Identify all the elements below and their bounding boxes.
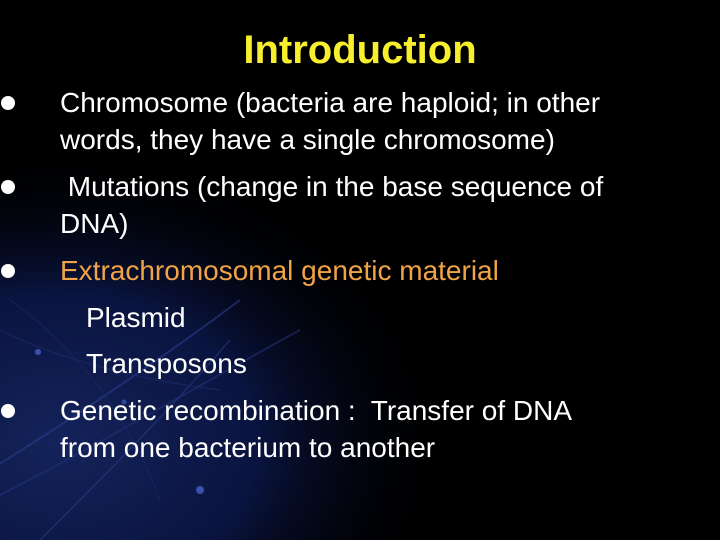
bullet-2-line-2: DNA) bbox=[60, 208, 129, 239]
bullet-1-line-2: words, they have a single chromosome) bbox=[60, 124, 555, 155]
bullet-3-line-1: Extrachromosomal genetic material bbox=[60, 255, 499, 286]
sub-item-plasmid: Plasmid bbox=[86, 302, 186, 333]
bullet-2-line-1: Mutations (change in the base sequence of bbox=[60, 171, 604, 202]
sub-item-transposons: Transposons bbox=[86, 348, 247, 379]
bullet-4-line-2: from one bacterium to another bbox=[60, 432, 436, 463]
bullet-dot bbox=[1, 264, 15, 278]
slide-title: Introduction bbox=[243, 28, 477, 72]
bullet-dot bbox=[1, 96, 15, 110]
bullet-dot bbox=[1, 404, 15, 418]
bullet-4-line-1: Genetic recombination : Transfer of DNA bbox=[60, 395, 572, 426]
bullet-dot bbox=[1, 180, 15, 194]
bullet-1-line-1: Chromosome (bacteria are haploid; in other bbox=[60, 87, 601, 118]
